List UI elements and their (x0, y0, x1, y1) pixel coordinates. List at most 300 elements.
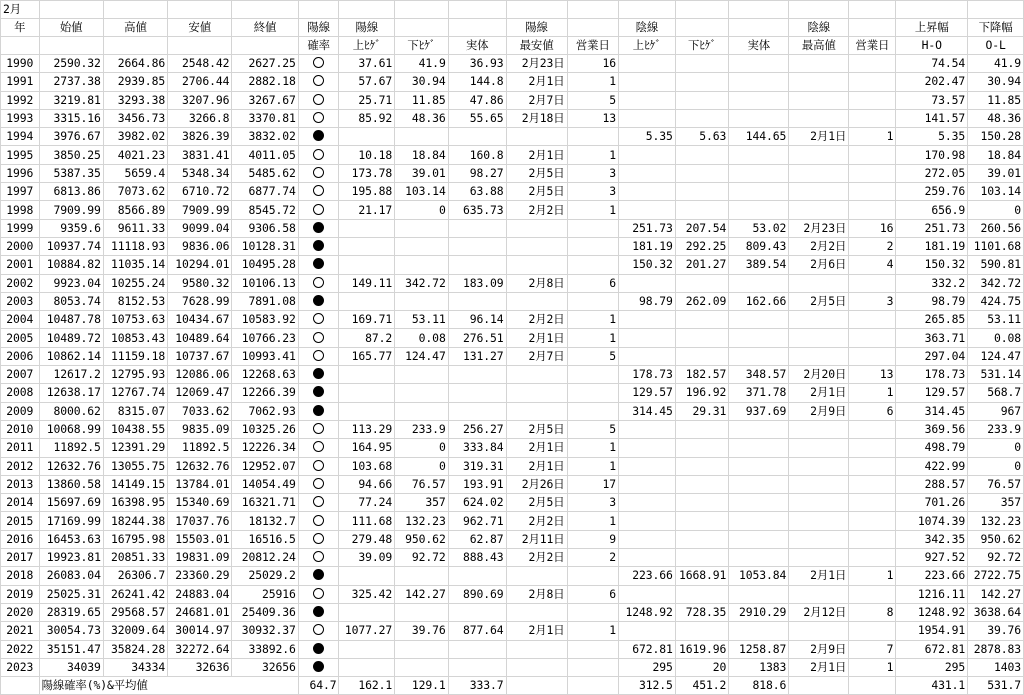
cell-open: 13860.58 (39, 475, 103, 493)
cell-ib (729, 329, 789, 347)
candle-type-cell (298, 512, 339, 530)
cell-open: 34039 (39, 658, 103, 676)
cell-yd: 2月5日 (506, 164, 567, 182)
cell-high: 35824.28 (103, 640, 167, 658)
cell-yd (506, 256, 567, 274)
candle-type-cell (298, 457, 339, 475)
cell-in (849, 585, 896, 603)
cell-close: 10993.41 (232, 347, 298, 365)
cell-yn: 3 (567, 494, 618, 512)
cell-iu (619, 622, 676, 640)
cell-open: 28319.65 (39, 603, 103, 621)
cell-yn: 1 (567, 73, 618, 91)
cell-year: 2021 (1, 622, 40, 640)
cell-yd: 2月1日 (506, 329, 567, 347)
cell-yl (395, 384, 449, 402)
cell-rise: 251.73 (896, 219, 968, 237)
cell-yl: 39.01 (395, 164, 449, 182)
candle-type-cell (298, 329, 339, 347)
cell-yu (339, 366, 395, 384)
cell-yu: 85.92 (339, 109, 395, 127)
cell-yl: 950.62 (395, 530, 449, 548)
cell-yu (339, 292, 395, 310)
filled-circle-icon (313, 661, 324, 672)
cell-yd (506, 219, 567, 237)
cell-year: 1998 (1, 201, 40, 219)
cell-yd: 2月5日 (506, 494, 567, 512)
cell-open: 12632.76 (39, 457, 103, 475)
cell-low: 9580.32 (168, 274, 232, 292)
table-row (1, 658, 1024, 676)
cell-yd: 2月5日 (506, 183, 567, 201)
header-open: 始値 (39, 19, 103, 37)
cell-il (675, 329, 729, 347)
open-circle-icon (313, 149, 324, 160)
cell-il (675, 201, 729, 219)
table-row (1, 347, 1024, 365)
cell-yd (506, 237, 567, 255)
candle-type-cell (298, 91, 339, 109)
cell-yn: 1 (567, 146, 618, 164)
cell-id: 2月1日 (789, 128, 849, 146)
header-yang-rate: 陽線 (298, 19, 339, 37)
cell-yn: 1 (567, 457, 618, 475)
cell-yn (567, 640, 618, 658)
cell-ib (729, 439, 789, 457)
cell-iu: 181.19 (619, 237, 676, 255)
cell-high: 9611.33 (103, 219, 167, 237)
cell-year: 2004 (1, 311, 40, 329)
table-row (1, 329, 1024, 347)
cell-high: 10438.55 (103, 420, 167, 438)
cell-year: 2023 (1, 658, 40, 676)
cell-id: 2月1日 (789, 384, 849, 402)
header-yang-body: 実体 (448, 37, 506, 55)
cell-year: 2018 (1, 567, 40, 585)
cell-year: 2017 (1, 549, 40, 567)
cell-iu: 295 (619, 658, 676, 676)
cell-high: 11118.93 (103, 237, 167, 255)
candle-type-cell (298, 311, 339, 329)
cell-yb: 63.88 (448, 183, 506, 201)
cell-il (675, 475, 729, 493)
candle-type-cell (298, 549, 339, 567)
cell-rise: 74.54 (896, 55, 968, 73)
candle-type-cell (298, 183, 339, 201)
cell-high: 16398.95 (103, 494, 167, 512)
cell-close: 30932.37 (232, 622, 298, 640)
cell-iu (619, 347, 676, 365)
cell-in: 4 (849, 256, 896, 274)
cell-id (789, 494, 849, 512)
cell-iu: 129.57 (619, 384, 676, 402)
cell-rise: 422.99 (896, 457, 968, 475)
cell-yn: 2 (567, 549, 618, 567)
cell-close: 3370.81 (232, 109, 298, 127)
cell-fall: 39.01 (968, 164, 1024, 182)
cell-yl: 0 (395, 439, 449, 457)
cell-in (849, 183, 896, 201)
cell-yn (567, 366, 618, 384)
cell-yl: 103.14 (395, 183, 449, 201)
cell-open: 12617.2 (39, 366, 103, 384)
cell-close: 3832.02 (232, 128, 298, 146)
cell-open: 6813.86 (39, 183, 103, 201)
cell-low: 24681.01 (168, 603, 232, 621)
summary-yin-body: 818.6 (729, 677, 789, 695)
cell-iu (619, 164, 676, 182)
cell-high: 18244.38 (103, 512, 167, 530)
cell-low: 30014.97 (168, 622, 232, 640)
cell-open: 11892.5 (39, 439, 103, 457)
cell-il: 201.27 (675, 256, 729, 274)
cell-yb (448, 402, 506, 420)
header-yang-rate-2: 確率 (298, 37, 339, 55)
table-row (1, 164, 1024, 182)
cell-in: 1 (849, 384, 896, 402)
cell-il (675, 183, 729, 201)
cell-close: 20812.24 (232, 549, 298, 567)
cell-id: 2月6日 (789, 256, 849, 274)
table-row (1, 603, 1024, 621)
cell-year: 2016 (1, 530, 40, 548)
open-circle-icon (313, 423, 324, 434)
cell-il: 1668.91 (675, 567, 729, 585)
header-yin-max: 陰線 (789, 19, 849, 37)
cell-yu: 94.66 (339, 475, 395, 493)
cell-year: 1993 (1, 109, 40, 127)
cell-open: 7909.99 (39, 201, 103, 219)
candle-type-cell (298, 384, 339, 402)
cell-ib (729, 622, 789, 640)
cell-id: 2月1日 (789, 567, 849, 585)
cell-iu: 314.45 (619, 402, 676, 420)
cell-high: 12391.29 (103, 439, 167, 457)
summary-yin-upper: 312.5 (619, 677, 676, 695)
cell-yl: 39.76 (395, 622, 449, 640)
cell-fall: 967 (968, 402, 1024, 420)
cell-low: 9836.06 (168, 237, 232, 255)
open-circle-icon (313, 112, 324, 123)
cell-high: 10853.43 (103, 329, 167, 347)
candle-type-cell (298, 256, 339, 274)
cell-close: 12952.07 (232, 457, 298, 475)
filled-circle-icon (313, 386, 324, 397)
cell-yd: 2月2日 (506, 311, 567, 329)
cell-fall: 0.08 (968, 329, 1024, 347)
cell-rise: 1248.92 (896, 603, 968, 621)
cell-ib (729, 73, 789, 91)
cell-il: 1619.96 (675, 640, 729, 658)
cell-open: 10068.99 (39, 420, 103, 438)
cell-year: 2000 (1, 237, 40, 255)
cell-high: 11159.18 (103, 347, 167, 365)
cell-yu: 10.18 (339, 146, 395, 164)
cell-ib (729, 420, 789, 438)
cell-iu (619, 55, 676, 73)
table-row (1, 73, 1024, 91)
cell-low: 23360.29 (168, 567, 232, 585)
cell-il: 29.31 (675, 402, 729, 420)
cell-iu (619, 329, 676, 347)
candle-type-cell (298, 640, 339, 658)
cell-fall: 0 (968, 439, 1024, 457)
cell-year: 1999 (1, 219, 40, 237)
cell-fall: 531.14 (968, 366, 1024, 384)
cell-il (675, 109, 729, 127)
cell-yl (395, 256, 449, 274)
cell-in (849, 164, 896, 182)
cell-year: 2022 (1, 640, 40, 658)
candle-type-cell (298, 567, 339, 585)
cell-high: 20851.33 (103, 549, 167, 567)
cell-ib (729, 164, 789, 182)
table-row (1, 128, 1024, 146)
candle-type-cell (298, 55, 339, 73)
cell-open: 10884.82 (39, 256, 103, 274)
cell-open: 8000.62 (39, 402, 103, 420)
cell-rise: 498.79 (896, 439, 968, 457)
cell-open: 5387.35 (39, 164, 103, 182)
cell-id (789, 512, 849, 530)
cell-high: 8566.89 (103, 201, 167, 219)
cell-in: 6 (849, 402, 896, 420)
header-low: 安値 (168, 19, 232, 37)
cell-in: 3 (849, 292, 896, 310)
cell-high: 4021.23 (103, 146, 167, 164)
cell-iu (619, 73, 676, 91)
cell-close: 8545.72 (232, 201, 298, 219)
cell-yb: 47.86 (448, 91, 506, 109)
cell-in (849, 201, 896, 219)
cell-year: 2015 (1, 512, 40, 530)
cell-yu: 325.42 (339, 585, 395, 603)
cell-il (675, 549, 729, 567)
cell-year: 2012 (1, 457, 40, 475)
cell-yn: 5 (567, 420, 618, 438)
cell-yb: 890.69 (448, 585, 506, 603)
cell-yb: 144.8 (448, 73, 506, 91)
cell-open: 17169.99 (39, 512, 103, 530)
cell-id: 2月9日 (789, 640, 849, 658)
cell-in (849, 91, 896, 109)
cell-close: 16321.71 (232, 494, 298, 512)
cell-yd: 2月8日 (506, 274, 567, 292)
cell-high: 32009.64 (103, 622, 167, 640)
summary-yang-upper: 162.1 (339, 677, 395, 695)
cell-yn: 1 (567, 439, 618, 457)
cell-yn (567, 256, 618, 274)
cell-year: 1992 (1, 91, 40, 109)
cell-close: 4011.05 (232, 146, 298, 164)
cell-fall: 11.85 (968, 91, 1024, 109)
candle-type-cell (298, 585, 339, 603)
cell-il (675, 164, 729, 182)
cell-rise: 98.79 (896, 292, 968, 310)
cell-il: 20 (675, 658, 729, 676)
cell-close: 25409.36 (232, 603, 298, 621)
cell-yn: 1 (567, 622, 618, 640)
cell-in (849, 347, 896, 365)
cell-year: 1996 (1, 164, 40, 182)
cell-open: 8053.74 (39, 292, 103, 310)
filled-circle-icon (313, 569, 324, 580)
open-circle-icon (313, 277, 324, 288)
cell-yd: 2月2日 (506, 549, 567, 567)
cell-rise: 265.85 (896, 311, 968, 329)
table-row (1, 567, 1024, 585)
cell-yb (448, 219, 506, 237)
cell-yd (506, 292, 567, 310)
cell-yd: 2月1日 (506, 73, 567, 91)
cell-rise: 129.57 (896, 384, 968, 402)
summary-yang-body: 333.7 (448, 677, 506, 695)
filled-circle-icon (313, 130, 324, 141)
cell-yu: 103.68 (339, 457, 395, 475)
cell-yl: 0 (395, 201, 449, 219)
cell-fall: 342.72 (968, 274, 1024, 292)
cell-close: 10106.13 (232, 274, 298, 292)
cell-yn (567, 237, 618, 255)
header-fall-2: O-L (968, 37, 1024, 55)
cell-yb: 55.65 (448, 109, 506, 127)
cell-ib (729, 549, 789, 567)
cell-yn: 13 (567, 109, 618, 127)
cell-year: 1991 (1, 73, 40, 91)
cell-iu (619, 420, 676, 438)
cell-il (675, 512, 729, 530)
cell-yn: 3 (567, 183, 618, 201)
cell-id (789, 329, 849, 347)
table-row (1, 585, 1024, 603)
cell-open: 3315.16 (39, 109, 103, 127)
cell-yl (395, 292, 449, 310)
cell-id (789, 91, 849, 109)
cell-yu: 1077.27 (339, 622, 395, 640)
cell-fall: 76.57 (968, 475, 1024, 493)
cell-close: 12266.39 (232, 384, 298, 402)
cell-iu (619, 475, 676, 493)
cell-fall: 424.75 (968, 292, 1024, 310)
cell-high: 26241.42 (103, 585, 167, 603)
cell-close: 33892.6 (232, 640, 298, 658)
table-row (1, 512, 1024, 530)
cell-id (789, 439, 849, 457)
cell-il (675, 494, 729, 512)
cell-id: 2月2日 (789, 237, 849, 255)
cell-in (849, 146, 896, 164)
cell-yl: 76.57 (395, 475, 449, 493)
cell-yn: 1 (567, 201, 618, 219)
cell-il (675, 585, 729, 603)
cell-low: 3831.41 (168, 146, 232, 164)
cell-ib (729, 91, 789, 109)
cell-ib: 162.66 (729, 292, 789, 310)
cell-yn: 17 (567, 475, 618, 493)
cell-close: 10128.31 (232, 237, 298, 255)
table-row (1, 109, 1024, 127)
cell-fall: 103.14 (968, 183, 1024, 201)
cell-year: 2006 (1, 347, 40, 365)
cell-yl: 41.9 (395, 55, 449, 73)
cell-low: 7628.99 (168, 292, 232, 310)
cell-open: 3976.67 (39, 128, 103, 146)
cell-ib (729, 457, 789, 475)
cell-il (675, 439, 729, 457)
cell-close: 10495.28 (232, 256, 298, 274)
cell-yl: 142.27 (395, 585, 449, 603)
cell-id (789, 585, 849, 603)
cell-open: 2590.32 (39, 55, 103, 73)
cell-yb: 319.31 (448, 457, 506, 475)
cell-yn: 6 (567, 274, 618, 292)
cell-yn: 1 (567, 311, 618, 329)
cell-year: 2013 (1, 475, 40, 493)
cell-in (849, 475, 896, 493)
cell-close: 25029.2 (232, 567, 298, 585)
cell-fall: 18.84 (968, 146, 1024, 164)
cell-rise: 259.76 (896, 183, 968, 201)
cell-yb (448, 384, 506, 402)
header-yang-days: 営業日 (567, 37, 618, 55)
cell-close: 16516.5 (232, 530, 298, 548)
cell-year: 1995 (1, 146, 40, 164)
cell-low: 2548.42 (168, 55, 232, 73)
cell-year: 1994 (1, 128, 40, 146)
cell-iu (619, 311, 676, 329)
cell-yn: 1 (567, 512, 618, 530)
cell-close: 6877.74 (232, 183, 298, 201)
cell-yb (448, 640, 506, 658)
cell-yl (395, 402, 449, 420)
candle-type-cell (298, 420, 339, 438)
candle-type-cell (298, 164, 339, 182)
cell-low: 5348.34 (168, 164, 232, 182)
cell-yu (339, 128, 395, 146)
cell-rise: 314.45 (896, 402, 968, 420)
cell-iu: 672.81 (619, 640, 676, 658)
cell-yd: 2月23日 (506, 55, 567, 73)
cell-yb: 183.09 (448, 274, 506, 292)
table-row (1, 183, 1024, 201)
cell-rise: 295 (896, 658, 968, 676)
cell-low: 13784.01 (168, 475, 232, 493)
candle-type-cell (298, 73, 339, 91)
cell-year: 2008 (1, 384, 40, 402)
open-circle-icon (313, 515, 324, 526)
cell-in (849, 622, 896, 640)
open-circle-icon (313, 204, 324, 215)
cell-rise: 297.04 (896, 347, 968, 365)
cell-open: 9923.04 (39, 274, 103, 292)
cell-il: 207.54 (675, 219, 729, 237)
month-label: 2月 (1, 1, 40, 19)
cell-rise: 170.98 (896, 146, 968, 164)
cell-fall: 2722.75 (968, 567, 1024, 585)
cell-yb (448, 658, 506, 676)
open-circle-icon (313, 350, 324, 361)
cell-low: 7909.99 (168, 201, 232, 219)
cell-yl: 18.84 (395, 146, 449, 164)
cell-high: 11035.14 (103, 256, 167, 274)
cell-yu: 173.78 (339, 164, 395, 182)
cell-iu: 150.32 (619, 256, 676, 274)
cell-fall: 950.62 (968, 530, 1024, 548)
cell-ib (729, 347, 789, 365)
table-row (1, 146, 1024, 164)
cell-fall: 2878.83 (968, 640, 1024, 658)
cell-yd: 2月1日 (506, 146, 567, 164)
